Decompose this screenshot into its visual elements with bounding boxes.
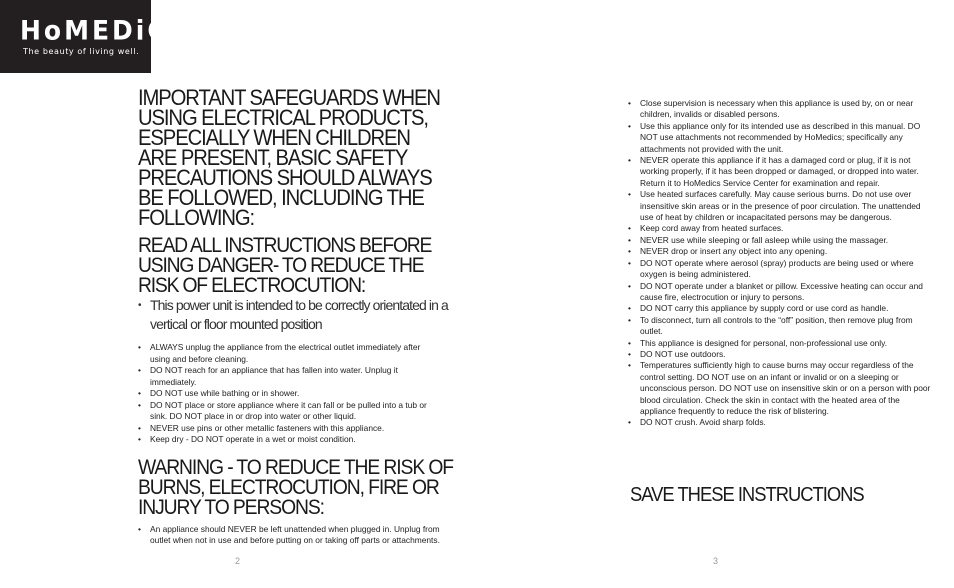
list-item: • Keep dry - DO NOT operate in a wet or moist condition.	[138, 434, 438, 446]
list-item: • DO NOT reach for an appliance that has fallen into water. Unplug it immediately.	[138, 365, 438, 388]
list-item: • Use heated surfaces carefully. May cause serious burns. Do not use over insensitive skin areas or in the presence of poor circulation. The unattended use of heat by children or incapacitated persons may be dangerous.	[628, 189, 932, 223]
list-item: • Temperatures sufficiently high to cause burns may occur regardless of the control setting. DO NOT use on an infant or invalid or on a sleeping or unconscious person. DO NOT use on insensitive skin or on a person with poor blood circulation. Check the skin in contact with the heated area of the appliance frequently to reduce the risk of blistering.	[628, 360, 932, 417]
save-instructions-heading: SAVE THESE INSTRUCTIONS	[630, 484, 864, 506]
brand-logo-block	[0, 0, 191, 73]
right-page-column	[628, 98, 932, 429]
list-item: • DO NOT use outdoors.	[628, 349, 932, 360]
list-item: • This appliance is designed for personal, non-professional use only.	[628, 338, 932, 349]
list-item: • DO NOT place or store appliance where it can fall or be pulled into a tub or sink. DO NOT place in or drop into water or other liquid.	[138, 400, 438, 423]
list-item: • DO NOT crush. Avoid sharp folds.	[628, 417, 932, 428]
page-number-right: 3	[713, 556, 719, 566]
danger-heading: READ ALL INSTRUCTIONS BEFORE USING DANGER- TO REDUCE THE RISK OF ELECTROCUTION:	[138, 234, 432, 297]
list-item: • An appliance should NEVER be left unattended when plugged in. Unplug from outlet when not in use and before putting on or taking off parts or attachments.	[138, 524, 446, 547]
brand-logo: HoMEDiCS	[20, 15, 191, 46]
list-item: • Use this appliance only for its intended use as described in this manual. DO NOT use attachments not recommended by HoMedics; specifically any attachments not provided with the unit.	[628, 121, 932, 155]
left-page-column	[138, 85, 458, 547]
safeguards-list	[628, 98, 932, 429]
list-item: • DO NOT operate where aerosol (spray) products are being used or where oxygen is being administered.	[628, 258, 932, 281]
orientation-list	[138, 296, 458, 334]
page-number-left: 2	[235, 556, 241, 566]
safeguards-heading: IMPORTANT SAFEGUARDS WHEN USING ELECTRICAL PRODUCTS, ESPECIALLY WHEN CHILDREN ARE PRESENT, BASIC SAFETY PRECAUTIONS SHOULD ALWAYS BE FOLLOWED, INCLUDING THE FOLLOWING:	[138, 85, 440, 230]
warning-list	[138, 524, 446, 547]
list-item: • DO NOT use while bathing or in shower.	[138, 388, 438, 400]
orientation-item: • This power unit is intended to be correctly orientated in a vertical or floor mounted position	[138, 296, 460, 334]
danger-list	[138, 342, 438, 446]
list-item: • DO NOT carry this appliance by supply cord or use cord as handle.	[628, 303, 932, 314]
list-item: • ALWAYS unplug the appliance from the electrical outlet immediately after using and before cleaning.	[138, 342, 438, 365]
list-item: • NEVER operate this appliance if it has a damaged cord or plug, if it is not working properly, if it has been dropped or damaged, or dropped into water. Return it to HoMedics Service Center for examination and repair.	[628, 155, 932, 189]
list-item: • NEVER use while sleeping or fall asleep while using the massager.	[628, 235, 932, 246]
list-item: • To disconnect, turn all controls to the “off” position, then remove plug from outlet.	[628, 315, 932, 338]
list-item: • Keep cord away from heated surfaces.	[628, 223, 932, 234]
list-item: • Close supervision is necessary when this appliance is used by, on or near children, invalids or disabled persons.	[628, 98, 932, 121]
warning-heading: WARNING - TO REDUCE THE RISK OF BURNS, ELECTROCUTION, FIRE OR INJURY TO PERSONS:	[138, 455, 453, 519]
list-item: • NEVER drop or insert any object into any opening.	[628, 246, 932, 257]
brand-tagline: The beauty of living well.	[23, 47, 140, 56]
list-item: • NEVER use pins or other metallic fasteners with this appliance.	[138, 423, 438, 435]
list-item: • DO NOT operate under a blanket or pillow. Excessive heating can occur and cause fire, electrocution or injury to persons.	[628, 281, 932, 304]
